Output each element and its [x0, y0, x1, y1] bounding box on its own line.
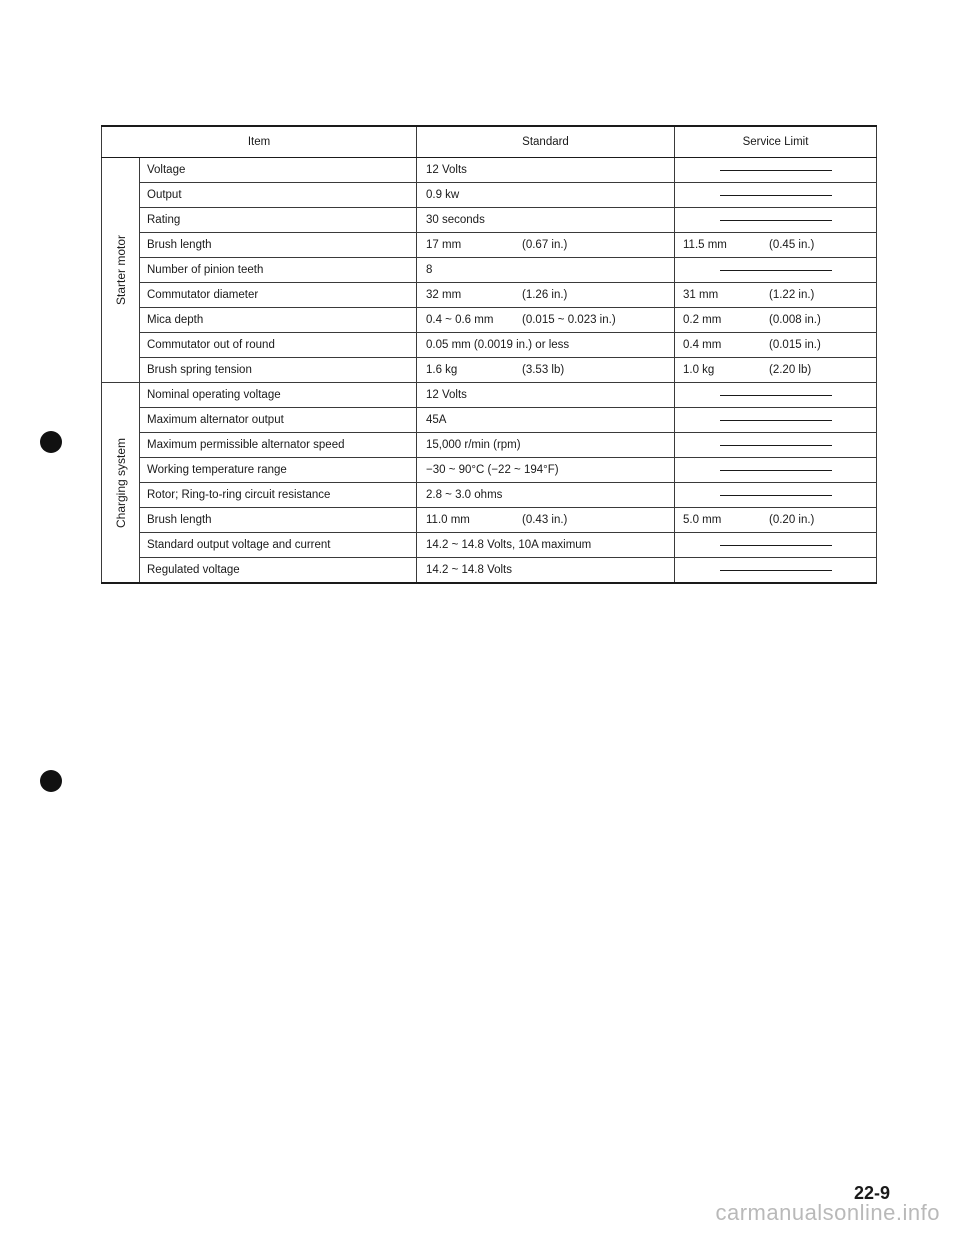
service-limit-cell [675, 283, 877, 308]
table-row [102, 158, 877, 183]
group-label: Starter motor [113, 234, 128, 306]
standard-cell [417, 208, 675, 233]
service-limit-cell [675, 258, 877, 283]
service-limit-value-imperial: (0.20 in.) [769, 514, 815, 526]
header-item: Item [102, 126, 417, 158]
service-limit-cell [675, 183, 877, 208]
standard-value: 45A [426, 414, 447, 426]
item-cell: Number of pinion teeth [140, 258, 417, 283]
table-row [102, 558, 877, 584]
service-limit-value-imperial: (0.45 in.) [769, 239, 815, 251]
service-limit-value: 0.2 mm [683, 314, 722, 326]
table-row [102, 408, 877, 433]
not-applicable-dash [720, 470, 832, 471]
standard-cell [417, 383, 675, 408]
standard-value-imperial: (1.26 in.) [522, 289, 568, 301]
standard-cell [417, 358, 675, 383]
group-label: Charging system [113, 437, 128, 528]
standard-cell [417, 308, 675, 333]
service-limit-cell [675, 158, 877, 183]
service-limit-value-imperial: (0.015 in.) [769, 339, 821, 351]
standard-value: 0.05 mm (0.0019 in.) or less [426, 339, 570, 351]
item-cell: Maximum permissible alternator speed [140, 433, 417, 458]
not-applicable-dash [720, 270, 832, 271]
service-limit-cell [675, 433, 877, 458]
item-cell: Rating [140, 208, 417, 233]
item-cell: Commutator diameter [140, 283, 417, 308]
header-service-limit: Service Limit [675, 126, 877, 158]
standard-cell [417, 158, 675, 183]
service-limit-cell [675, 458, 877, 483]
service-limit-value-imperial: (0.008 in.) [769, 314, 821, 326]
page-number: 22-9 [853, 1183, 890, 1203]
standard-value: 15,000 r/min (rpm) [426, 439, 521, 451]
service-limit-value: 0.4 mm [683, 339, 722, 351]
item-cell: Nominal operating voltage [140, 383, 417, 408]
item-cell: Mica depth [140, 308, 417, 333]
table-row [102, 458, 877, 483]
not-applicable-dash [720, 170, 832, 171]
table-row [102, 308, 877, 333]
standard-value: 17 mm [426, 239, 462, 251]
standard-value: 8 [426, 264, 433, 276]
table-row [102, 283, 877, 308]
service-limit-value-imperial: (1.22 in.) [769, 289, 815, 301]
table-row [102, 258, 877, 283]
table-row [102, 383, 877, 408]
group-label-cell [102, 383, 140, 584]
not-applicable-dash [720, 545, 832, 546]
not-applicable-dash [720, 420, 832, 421]
item-cell: Output [140, 183, 417, 208]
service-limit-cell [675, 408, 877, 433]
standard-value: 1.6 kg [426, 364, 458, 376]
standard-cell [417, 283, 675, 308]
item-cell: Maximum alternator output [140, 408, 417, 433]
service-limit-cell [675, 533, 877, 558]
not-applicable-dash [720, 395, 832, 396]
binder-hole-top [40, 431, 62, 453]
table-row [102, 508, 877, 533]
service-limit-cell [675, 233, 877, 258]
table-row [102, 333, 877, 358]
standard-value: −30 ~ 90°C (−22 ~ 194°F) [426, 464, 559, 476]
watermark: carmanualsonline.info [715, 1200, 940, 1225]
standard-cell [417, 333, 675, 358]
table-row [102, 358, 877, 383]
item-cell: Voltage [140, 158, 417, 183]
standard-cell [417, 433, 675, 458]
standard-value: 14.2 ~ 14.8 Volts [426, 564, 512, 576]
standard-value-imperial: (0.015 ~ 0.023 in.) [522, 314, 616, 326]
standard-cell [417, 458, 675, 483]
standard-value: 32 mm [426, 289, 462, 301]
item-cell: Rotor; Ring-to-ring circuit resistance [140, 483, 417, 508]
standard-value-imperial: (0.67 in.) [522, 239, 568, 251]
service-limit-cell [675, 383, 877, 408]
specifications-table [101, 125, 877, 584]
not-applicable-dash [720, 570, 832, 571]
standard-cell [417, 258, 675, 283]
not-applicable-dash [720, 445, 832, 446]
item-cell: Regulated voltage [140, 558, 417, 584]
service-limit-value: 31 mm [683, 289, 719, 301]
standard-value: 30 seconds [426, 214, 485, 226]
service-limit-value: 1.0 kg [683, 364, 715, 376]
standard-value: 14.2 ~ 14.8 Volts, 10A maximum [426, 539, 592, 551]
standard-cell [417, 233, 675, 258]
standard-value: 2.8 ~ 3.0 ohms [426, 489, 503, 501]
service-limit-cell [675, 558, 877, 584]
service-limit-cell [675, 483, 877, 508]
service-limit-cell [675, 358, 877, 383]
item-cell: Commutator out of round [140, 333, 417, 358]
table-body [102, 158, 877, 584]
item-cell: Standard output voltage and current [140, 533, 417, 558]
not-applicable-dash [720, 495, 832, 496]
not-applicable-dash [720, 195, 832, 196]
standard-cell [417, 483, 675, 508]
group-label-cell [102, 158, 140, 383]
item-cell: Brush spring tension [140, 358, 417, 383]
table-row [102, 433, 877, 458]
standard-value: 12 Volts [426, 164, 467, 176]
table-row [102, 183, 877, 208]
service-limit-cell [675, 208, 877, 233]
table-row [102, 483, 877, 508]
standard-value: 0.4 ~ 0.6 mm [426, 314, 494, 326]
table-row [102, 208, 877, 233]
standard-cell [417, 408, 675, 433]
standard-value: 0.9 kw [426, 189, 460, 201]
standard-value-imperial: (0.43 in.) [522, 514, 568, 526]
table-row [102, 233, 877, 258]
service-limit-cell [675, 508, 877, 533]
standard-value: 12 Volts [426, 389, 467, 401]
standard-cell [417, 558, 675, 584]
standard-cell [417, 183, 675, 208]
standard-value: 11.0 mm [426, 514, 470, 526]
not-applicable-dash [720, 220, 832, 221]
service-limit-value-imperial: (2.20 lb) [769, 364, 812, 376]
standard-cell [417, 533, 675, 558]
table-row [102, 533, 877, 558]
binder-hole-bottom [40, 770, 62, 792]
service-limit-cell [675, 333, 877, 358]
table-header-row [102, 126, 877, 158]
header-standard: Standard [417, 126, 675, 158]
standard-value-imperial: (3.53 lb) [522, 364, 565, 376]
service-limit-cell [675, 308, 877, 333]
standard-cell [417, 508, 675, 533]
item-cell: Brush length [140, 233, 417, 258]
item-cell: Brush length [140, 508, 417, 533]
service-limit-value: 11.5 mm [683, 239, 727, 251]
service-limit-value: 5.0 mm [683, 514, 722, 526]
item-cell: Working temperature range [140, 458, 417, 483]
